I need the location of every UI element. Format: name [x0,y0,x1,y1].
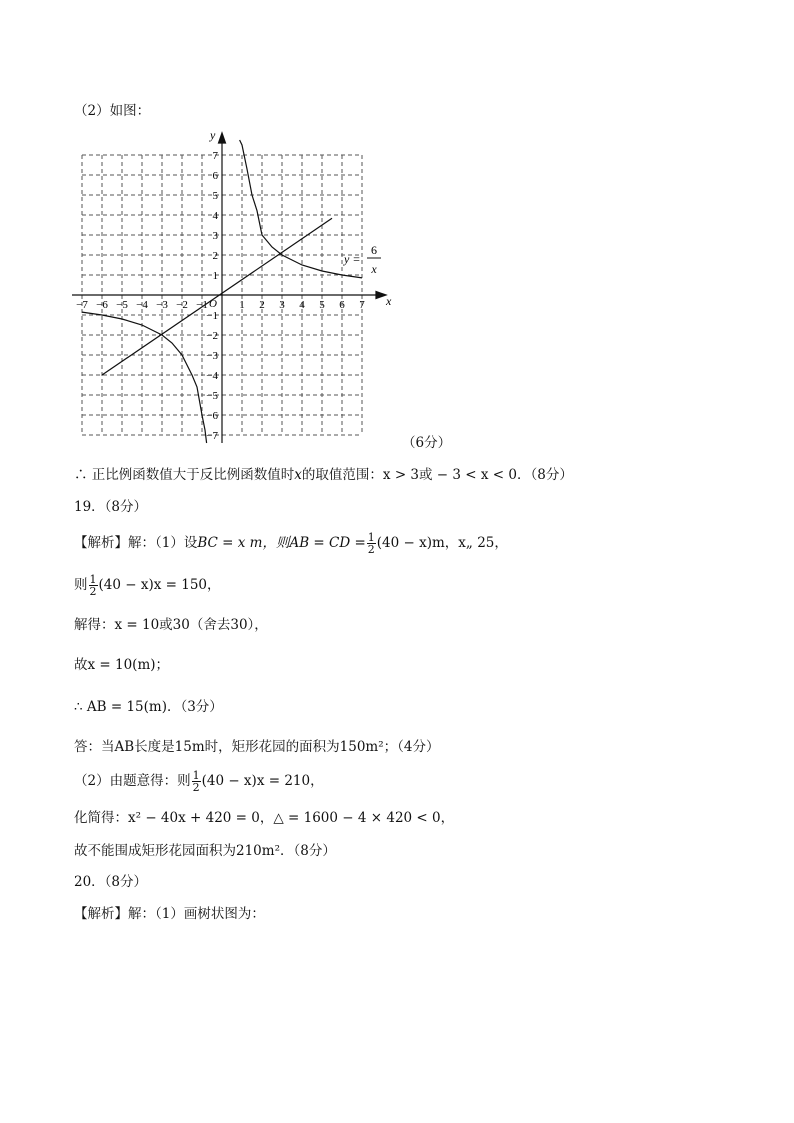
conclusion-line: ∴ 正比例函数值大于反比例函数值时x的取值范围：x > 3或 − 3 < x < 0．（8分） [74,467,573,483]
q19-line-4: 故x = 10(m)； [74,657,170,673]
y-tick-label: 3 [212,230,218,242]
y-tick-label: −4 [206,370,218,382]
x-tick-label: 3 [279,299,285,311]
q19-line-8: 化简得：x² − 40x + 420 = 0，△ = 1600 − 4 × 420 < 0， [74,810,455,826]
x-axis-label: x [386,294,392,308]
q19-line-5: ∴ AB = 15(m)．（3分） [74,699,223,715]
origin-label: O [209,298,217,310]
y-tick-label: 5 [212,190,218,202]
y-tick-label: 4 [212,210,218,222]
y-tick-label: 7 [212,150,218,162]
x-tick-labels [76,299,365,311]
q19-line-9: 故不能围成矩形花园面积为210m²．（8分） [74,843,336,859]
y-axis-arrow-icon [219,133,226,143]
q19-line-2: 则 $\frac{1}{2}$ (40 − x)x = 150， [74,573,221,598]
x-tick-label: −4 [136,299,148,311]
x-tick-label: −5 [116,299,128,311]
q19-header: 19．（8分） [74,499,148,515]
x-tick-label: −3 [156,299,168,311]
y-tick-label: −6 [206,410,218,422]
x-tick-label: 4 [299,299,305,311]
x-tick-label: −7 [76,299,88,311]
curve-label-lhs: y = [344,252,361,266]
q20-line-1: 【解析】解：（1）画树状图为： [74,906,265,922]
x-tick-label: 1 [239,299,245,311]
coordinate-graph [60,125,400,445]
inverse-function-branch-left [82,312,207,443]
y-tick-labels [206,150,218,442]
y-tick-label: 6 [212,170,218,182]
score-6: （6分） [402,435,452,451]
q20-header: 20．（8分） [74,874,148,890]
x-tick-label: 5 [319,299,325,311]
curve-label-num: 6 [371,243,377,257]
y-tick-label: −5 [206,390,218,402]
x-tick-label: 2 [259,299,265,311]
curve-label-den: x [371,262,377,276]
y-tick-label: −7 [206,430,218,442]
y-tick-label: −3 [206,350,218,362]
y-tick-label: 2 [212,250,218,262]
x-tick-label: −2 [176,299,188,311]
part2-heading: （2）如图： [74,103,151,119]
y-tick-label: −2 [206,330,218,342]
q19-line-3: 解得：x = 10或30（舍去30）， [74,617,268,633]
x-tick-label: 6 [339,299,345,311]
q19-line-7: （2）由题意得：则 $\frac{1}{2}$ (40 − x)x = 210， [74,769,324,794]
y-tick-label: −1 [206,310,218,322]
x-axis-arrow-icon [376,292,386,299]
y-tick-label: 1 [212,270,218,282]
x-tick-label: −1 [196,299,208,311]
y-axis-label: y [210,128,216,142]
q19-line-6: 答：当AB长度是15m时，矩形花园的面积为150m²；（4分） [74,739,440,755]
x-tick-label: 7 [359,299,365,311]
q19-line-1: 【解析】解：（1）设BC = x m，则AB = CD = $\frac{1}{2}$ (40 − x)m，x„ 25， [74,531,508,556]
x-tick-label: −6 [96,299,108,311]
